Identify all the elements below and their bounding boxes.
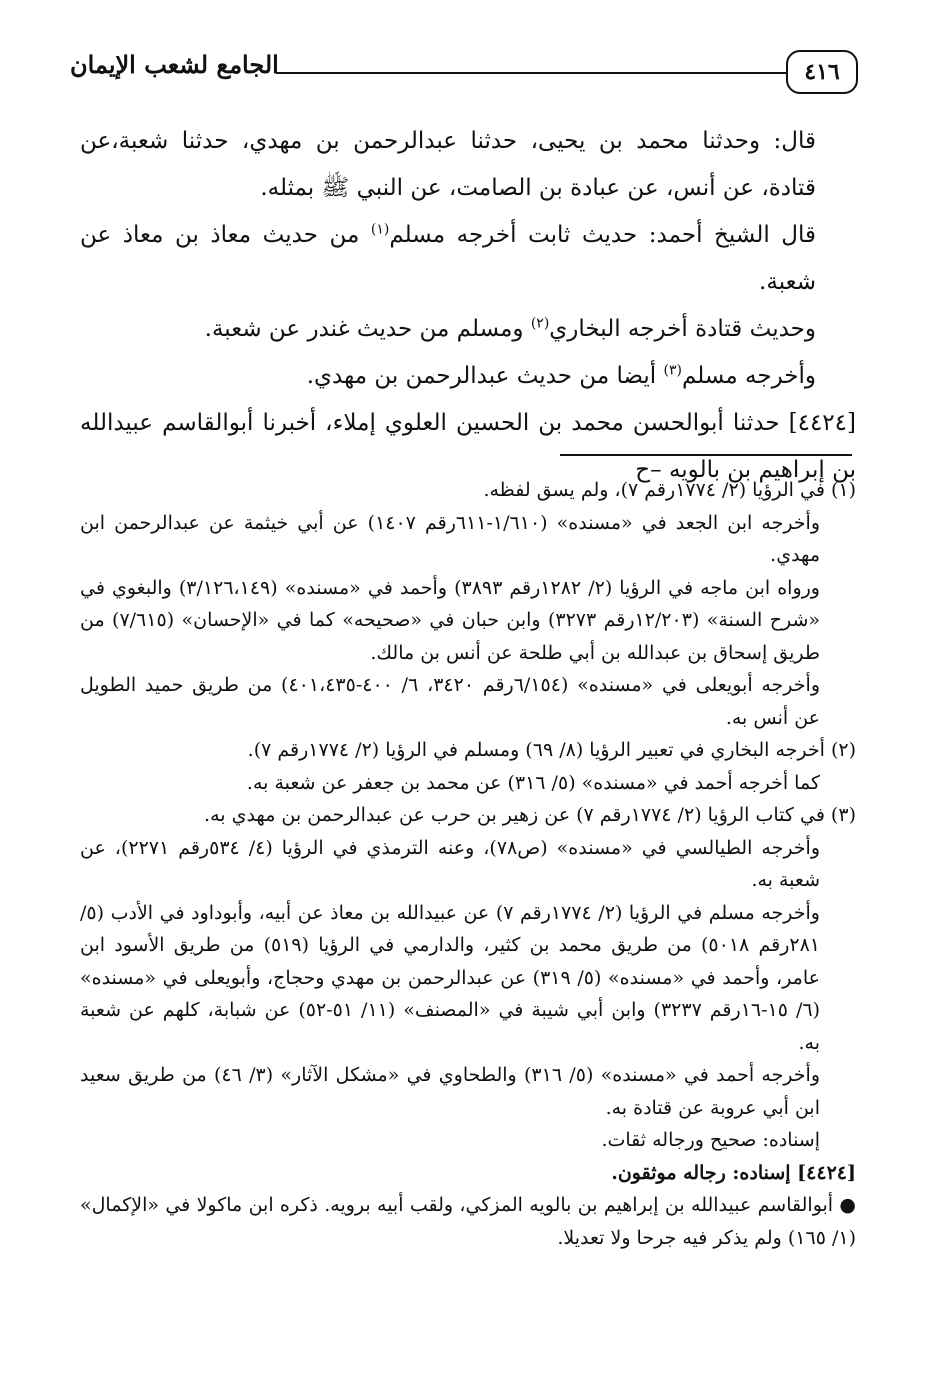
book-title: الجامع لشعب الإيمان	[70, 50, 279, 79]
paragraph-3-end: ومسلم من حديث غندر عن شعبة.	[204, 316, 531, 342]
header-rule	[276, 72, 786, 74]
paragraph-4	[80, 353, 856, 400]
paragraph-2	[80, 212, 856, 306]
paragraph-4-start: وأخرجه مسلم	[681, 363, 816, 389]
paragraph-3-start: وحديث قتادة أخرجه البخاري	[549, 316, 816, 342]
footnote-1-line-2: وأخرجه ابن الجعد في «مسنده» (١/٦١٠-٦١١رقم ١٤٠٧) عن أبي خيثمة عن عبدالرحمن ابن مهدي.	[80, 511, 821, 566]
paragraph-2-start: قال الشيخ أحمد: حديث ثابت أخرجه مسلم	[389, 222, 816, 248]
main-text	[80, 118, 856, 494]
paragraph-4-end: أيضا من حديث عبدالرحمن بن مهدي.	[306, 363, 664, 389]
footnote-3-line-5: إسناده: صحيح ورجاله ثقات.	[601, 1129, 820, 1151]
page-number	[786, 50, 858, 94]
footnote-3-line-1: (٣) في كتاب الرؤيا (٢/ ١٧٧٤رقم ٧) عن زهير بن حرب عن عبدالرحمن بن مهدي به.	[204, 804, 856, 826]
footnote-ref-1[interactable]: (١)	[370, 221, 390, 238]
paragraph-2-end: من حديث معاذ بن معاذ عن شعبة.	[80, 222, 816, 295]
footnote-ref-2[interactable]: (٢)	[530, 315, 550, 332]
footnote-2-line-2: كما أخرجه أحمد في «مسنده» (٥/ ٣١٦) عن محمد بن جعفر عن شعبة به.	[246, 771, 820, 794]
hadith-4424: [٤٤٢٤] حدثنا أبوالحسن محمد بن الحسين العلوي إملاء، أخبرنا أبوالقاسم عبيدالله بن إبراهيم بن بالويه –ح	[80, 410, 856, 483]
footnote-2-line-1: (٢) أخرجه البخاري في تعبير الرؤيا (٨/ ٦٩) ومسلم في الرؤيا (٢/ ١٧٧٤رقم ٧).	[247, 739, 856, 761]
footnote-3-line-3: وأخرجه مسلم في الرؤيا (٢/ ١٧٧٤رقم ٧) عن عبيدالله بن معاذ عن أبيه، وأبوداود في الأدب (٥/ ٢٨١رقم ٥٠١٨) من طريق محمد بن كثير، والدارمي في الرؤيا (٥١٩) من طريق الأسود ابن عامر، وأحمد في «مسنده» (٥/ ٣١٩) عن عبدالرحمن بن مهدي وحجاج، وأبويعلى في «مسنده» (٦/ ١٥-١٦رقم ٣٢٣٧) وابن أبي شيبة في «المصنف» (١١/ ٥١-٥٢) عن شبابة، كلهم عن شعبة به.	[80, 901, 820, 1054]
footnote-separator	[560, 454, 852, 456]
footnote-1-line-3: ورواه ابن ماجه في الرؤيا (٢/ ١٢٨٢رقم ٣٨٩٣) وأحمد في «مسنده» (٣/١٢٦،١٤٩) والبغوي في «شرح السنة» (١٢/٢٠٣رقم ٣٢٧٣) وابن حبان في «صحيحه» كما في «الإحسان» (٧/٦١٥) من طريق إسحاق بن عبدالله بن أبي طلحة عن أنس بن مالك.	[80, 576, 820, 664]
isnad-note-bullet: ● أبوالقاسم عبيدالله بن إبراهيم بن بالويه المزكي، ولقب أبيه برويه. ذكره ابن ماكولا في «الإكمال» (١/ ١٦٥) ولم يذكر فيه جرحا ولا تعديلا.	[80, 1194, 856, 1249]
page-header	[60, 46, 860, 106]
footnote-ref-3[interactable]: (٣)	[663, 362, 682, 379]
footnote-1-line-4: وأخرجه أبويعلى في «مسنده» (٦/١٥٤رقم ٣٤٢٠، ٦/ ٤٠٠-٤٠١،٤٣٥) من طريق حميد الطويل عن أنس به.	[80, 674, 820, 729]
paragraph-1: قال: وحدثنا محمد بن يحيى، حدثنا عبدالرحمن بن مهدي، حدثنا شعبة،عن قتادة، عن أنس، عن عبادة بن الصامت، عن النبي ﷺ بمثله.	[80, 128, 816, 201]
paragraph-3	[80, 306, 856, 353]
footnote-3-line-4: وأخرجه أحمد في «مسنده» (٥/ ٣١٦) والطحاوي في «مشكل الآثار» (٣/ ٤٦) من طريق سعيد ابن أبي عروبة عن قتادة به.	[80, 1064, 820, 1119]
footnote-1-line-1: (١) في الرؤيا (٢/ ١٧٧٤رقم ٧)، ولم يسق لفظه.	[483, 479, 856, 501]
page-number-text: ٤١٦	[804, 59, 840, 85]
footnote-3-line-2: وأخرجه الطيالسي في «مسنده» (ص٧٨)، وعنه الترمذي في الرؤيا (٤/ ٥٣٤رقم ٢٢٧١)، عن شعبة به.	[80, 836, 820, 891]
footnotes	[80, 474, 856, 1254]
isnad-note-heading: [٤٤٢٤] إسناده: رجاله موثقون.	[611, 1161, 856, 1184]
